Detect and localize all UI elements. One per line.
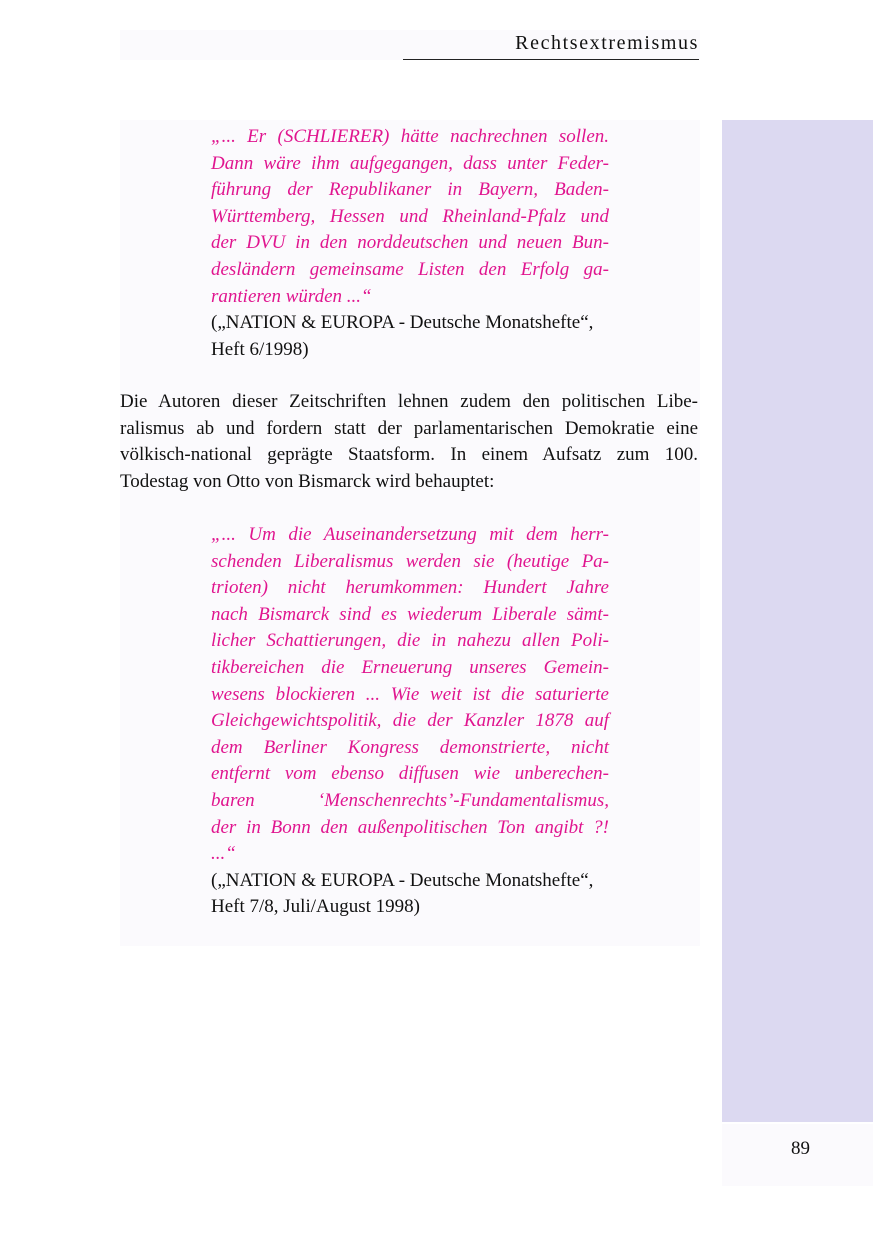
quote-line: Dann wäre ihm aufgegangen, dass unter Feder- xyxy=(211,152,609,174)
source-line: („NATION & EUROPA - Deutsche Monatshefte“, xyxy=(211,312,594,334)
quote-text-2 xyxy=(211,522,609,868)
page-number: 89 xyxy=(791,1138,810,1159)
quote-line: ...“ xyxy=(211,843,236,865)
quote-line: schenden Liberalismus werden sie (heutige Pa- xyxy=(211,550,609,572)
quote-line: wesens blockieren ... Wie weit ist die saturierte xyxy=(211,683,609,705)
running-title: Rechtsextremismus xyxy=(515,32,699,54)
header-rule xyxy=(403,59,699,60)
body-line: völkisch-national geprägte Staatsform. In einem Aufsatz zum 100. xyxy=(120,444,698,466)
quote-line: „... Um die Auseinandersetzung mit dem herr- xyxy=(211,524,609,545)
body-line: Todestag von Otto von Bismarck wird behauptet: xyxy=(120,470,495,492)
quote-source-1 xyxy=(211,310,609,363)
side-margin-bar xyxy=(722,120,873,1122)
quote-line: rantieren würden ...“ xyxy=(211,285,372,307)
quote-line: führung der Republikaner in Bayern, Baden- xyxy=(211,179,609,201)
body-paragraph xyxy=(120,389,698,495)
quote-line: der DVU in den norddeutschen und neuen Bun- xyxy=(211,232,609,254)
quote-line: tikbereichen die Erneuerung unseres Gemein- xyxy=(211,656,609,678)
quote-line: Württemberg, Hessen und Rheinland-Pfalz und xyxy=(211,205,609,227)
quote-line: trioten) nicht herumkommen: Hundert Jahre xyxy=(211,577,609,599)
quote-line: entfernt vom ebenso diffusen wie unberechen- xyxy=(211,763,609,785)
quote-line: desländern gemeinsame Listen den Erfolg ga- xyxy=(211,258,609,280)
quote-block-2 xyxy=(211,522,609,921)
quote-line: baren ‘Menschenrechts’-Fundamentalismus, xyxy=(211,789,609,811)
source-line: Heft 7/8, Juli/August 1998) xyxy=(211,896,420,918)
quote-line: „... Er (SCHLIERER) hätte nachrechnen sollen. xyxy=(211,126,609,147)
quote-line: Gleichgewichtspolitik, die der Kanzler 1878 auf xyxy=(211,710,609,732)
source-line: Heft 6/1998) xyxy=(211,338,309,360)
quote-line: dem Berliner Kongress demonstrierte, nicht xyxy=(211,736,609,758)
quote-text-1 xyxy=(211,124,609,310)
source-line: („NATION & EUROPA - Deutsche Monatshefte“, xyxy=(211,869,594,891)
quote-line: nach Bismarck sind es wiederum Liberale sämt- xyxy=(211,603,609,625)
body-line: ralismus ab und fordern statt der parlamentarischen Demokratie eine xyxy=(120,417,698,439)
quote-source-2 xyxy=(211,868,609,921)
quote-line: licher Schattierungen, die in nahezu allen Poli- xyxy=(211,630,609,652)
quote-line: der in Bonn den außenpolitischen Ton angibt ?! xyxy=(211,816,609,838)
body-line: Die Autoren dieser Zeitschriften lehnen zudem den politischen Libe- xyxy=(120,391,698,412)
quote-block-1 xyxy=(211,124,609,363)
